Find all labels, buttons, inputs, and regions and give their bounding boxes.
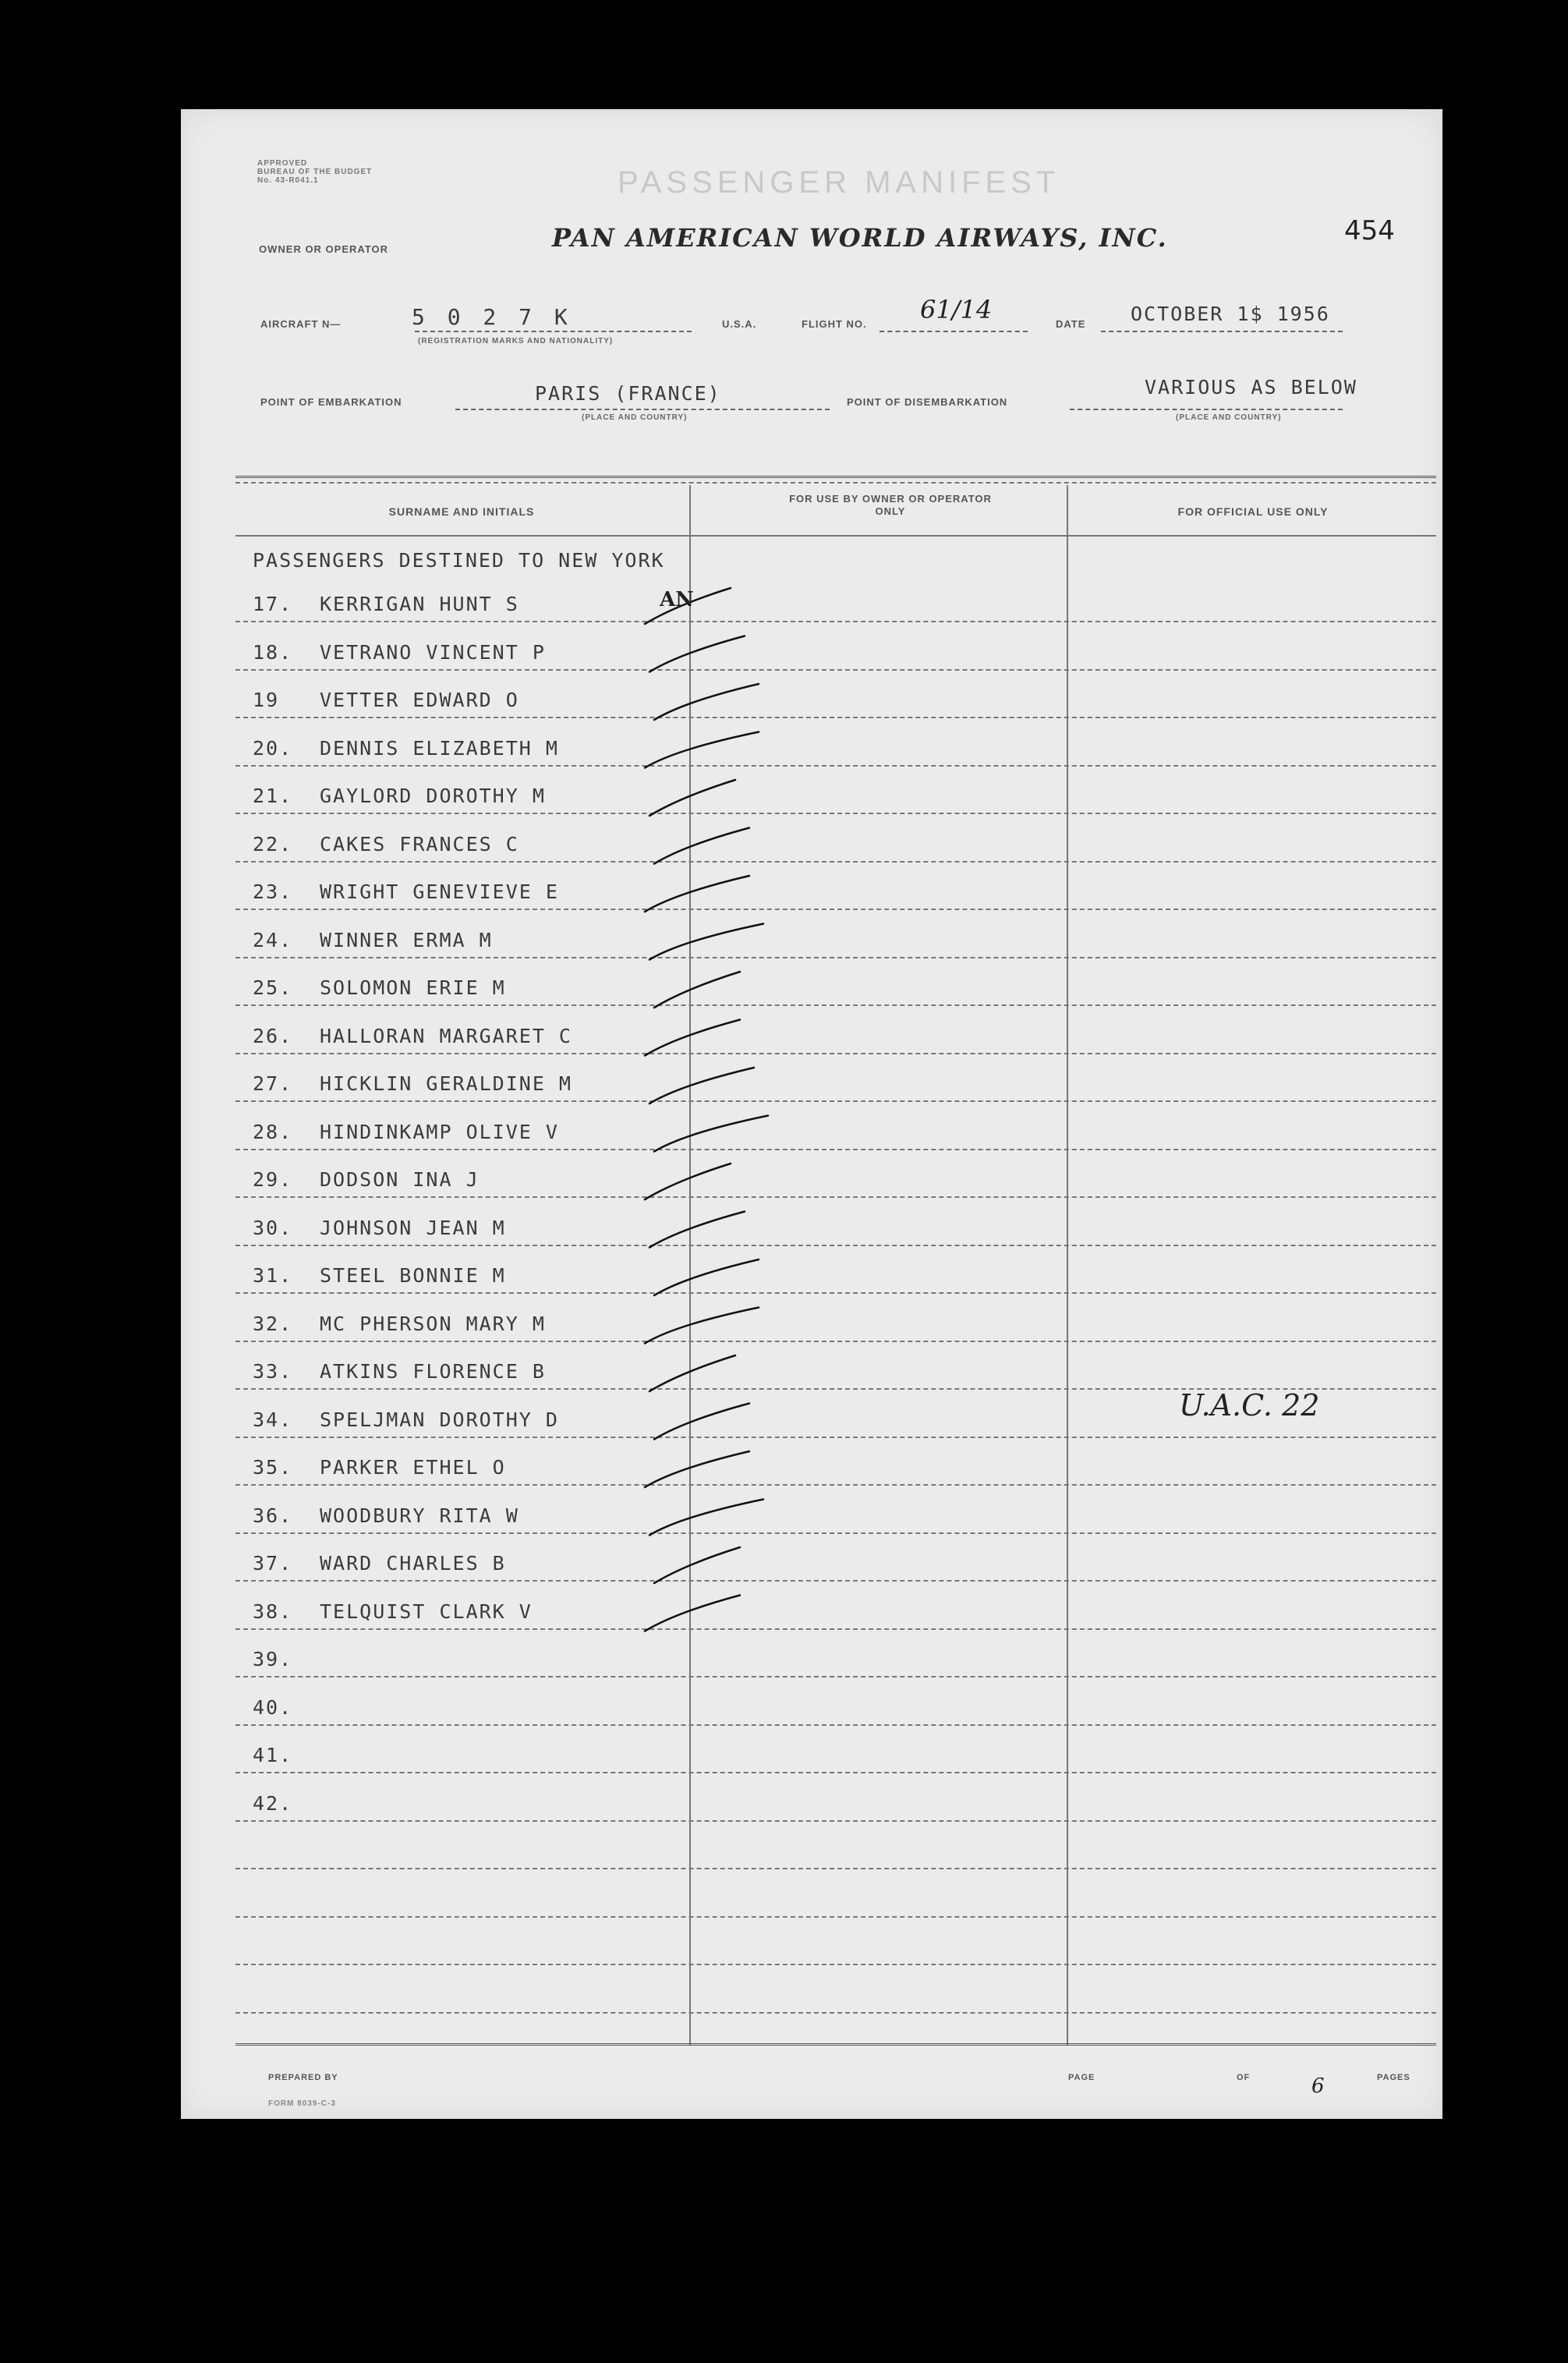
- passenger-number: 27.: [253, 1072, 293, 1095]
- embark-sub: (PLACE AND COUNTRY): [582, 413, 688, 422]
- footer-page-mark: 6: [1311, 2074, 1325, 2098]
- passenger-name: WINNER ERMA M: [320, 928, 493, 951]
- aircraft-sub: (REGISTRATION MARKS AND NATIONALITY): [418, 337, 614, 345]
- tick-mark: [645, 876, 749, 912]
- tick-mark: [654, 1116, 768, 1152]
- prepared-by: PREPARED BY: [268, 2073, 338, 2082]
- passenger-number: 33.: [253, 1360, 293, 1383]
- passenger-name: WOODBURY RITA W: [320, 1504, 519, 1527]
- passenger-number: 19: [253, 689, 280, 711]
- passenger-name: PARKER ETHEL O: [320, 1456, 506, 1479]
- passenger-number: 34.: [253, 1408, 293, 1431]
- tick-mark: [645, 1596, 740, 1631]
- passenger-name: DENNIS ELIZABETH M: [320, 736, 559, 760]
- passenger-number: 40.: [253, 1695, 293, 1719]
- embark-label: POINT OF EMBARKATION: [260, 396, 402, 408]
- passenger-number: 17.: [253, 593, 293, 615]
- tick-mark: [654, 1259, 759, 1295]
- of-label: OF: [1237, 2073, 1251, 2082]
- passenger-name: ATKINS FLORENCE B: [320, 1360, 546, 1383]
- passenger-number: 21.: [253, 785, 293, 807]
- passenger-number: 39.: [253, 1648, 293, 1670]
- usa-label: U.S.A.: [722, 318, 757, 330]
- passenger-name: HICKLIN GERALDINE M: [320, 1072, 572, 1095]
- passenger-name: CAKES FRANCES C: [320, 832, 519, 856]
- aircraft-label: AIRCRAFT N—: [260, 318, 342, 330]
- passenger-name: SPELJMAN DOROTHY D: [320, 1408, 559, 1431]
- passenger-number: 26.: [253, 1024, 293, 1047]
- passenger-number: 18.: [253, 640, 293, 664]
- passenger-name: WRIGHT GENEVIEVE E: [320, 880, 559, 903]
- passenger-name: MC PHERSON MARY M: [320, 1312, 546, 1335]
- date-label: DATE: [1056, 318, 1086, 330]
- passenger-name: JOHNSON JEAN M: [320, 1216, 506, 1239]
- tick-mark: [649, 1355, 735, 1391]
- date-value: OCTOBER 1$ 1956: [1131, 303, 1330, 325]
- passenger-name: STEEL BONNIE M: [320, 1264, 506, 1287]
- passenger-name: KERRIGAN HUNT S: [320, 593, 519, 615]
- column-header-surname: SURNAME AND INITIALS: [388, 505, 535, 518]
- passenger-name: SOLOMON ERIE M: [320, 976, 506, 999]
- owner-label: OWNER OR OPERATOR: [259, 243, 389, 255]
- embark-value: PARIS (FRANCE): [535, 382, 721, 405]
- form-code: FORM 8039-C-3: [268, 2099, 336, 2108]
- flight-label: FLIGHT NO.: [802, 318, 867, 330]
- tick-mark: [645, 1451, 749, 1487]
- disembark-label: POINT OF DISEMBARKATION: [847, 396, 1008, 408]
- passenger-name: HINDINKAMP OLIVE V: [320, 1120, 559, 1143]
- passenger-number: 20.: [253, 736, 293, 760]
- passenger-name: WARD CHARLES B: [320, 1552, 506, 1575]
- passenger-name: VETRANO VINCENT P: [320, 640, 546, 664]
- column-header-official: FOR OFFICIAL USE ONLY: [1177, 505, 1329, 518]
- passenger-name: TELQUIST CLARK V: [320, 1600, 533, 1623]
- approval-stamp: APPROVED BUREAU OF THE BUDGET No. 43-R041.1: [257, 159, 373, 185]
- tick-mark: [649, 636, 745, 672]
- passenger-name: VETTER EDWARD O: [320, 689, 519, 711]
- passenger-number: 23.: [253, 880, 293, 903]
- tick-mark: [645, 1308, 759, 1344]
- tick-mark: [654, 972, 740, 1008]
- tick-mark: [649, 1068, 754, 1104]
- passenger-number: 36.: [253, 1504, 293, 1527]
- section-heading: PASSENGERS DESTINED TO NEW YORK: [253, 549, 665, 572]
- disembark-value: VARIOUS AS BELOW: [1145, 376, 1357, 399]
- tick-mark: [654, 828, 749, 864]
- form-title: PASSENGER MANIFEST: [618, 165, 1060, 200]
- official-annotation: U.A.C. 22: [1179, 1388, 1320, 1422]
- passenger-name: DODSON INA J: [320, 1168, 480, 1191]
- tick-mark: [654, 684, 759, 720]
- passenger-number: 35.: [253, 1456, 293, 1479]
- tick-mark: [654, 1404, 749, 1440]
- column-header-owner: FOR USE BY OWNER OR OPERATOR ONLY: [789, 493, 992, 517]
- passenger-number: 31.: [253, 1264, 293, 1287]
- aircraft-value: 5 0 2 7 K: [412, 304, 572, 330]
- tick-mark: [654, 1547, 740, 1583]
- tick-mark: [645, 1164, 731, 1199]
- passenger-name: HALLORAN MARGARET C: [320, 1024, 572, 1047]
- passenger-number: 32.: [253, 1312, 293, 1335]
- passenger-name: GAYLORD DOROTHY M: [320, 785, 546, 807]
- pages-label: PAGES: [1377, 2073, 1410, 2082]
- passenger-number: 37.: [253, 1552, 293, 1575]
- tick-mark: [645, 732, 759, 768]
- page-number: 454: [1344, 215, 1395, 246]
- passenger-number: 29.: [253, 1168, 293, 1191]
- disembark-sub: (PLACE AND COUNTRY): [1176, 413, 1282, 422]
- table-bottom-rule: [235, 2043, 1436, 2046]
- tick-mark: [649, 924, 763, 960]
- tick-marks: [181, 109, 1442, 2119]
- tick-mark: [649, 780, 735, 816]
- tick-mark: [645, 1020, 740, 1056]
- owner-value: PAN AMERICAN WORLD AIRWAYS, INC.: [552, 223, 1168, 253]
- passenger-number: 22.: [253, 832, 293, 856]
- passenger-number: 24.: [253, 928, 293, 951]
- passenger-number: 41.: [253, 1744, 293, 1766]
- flight-value: 61/14: [920, 295, 993, 324]
- tick-mark: [649, 1500, 763, 1536]
- passenger-number: 38.: [253, 1600, 293, 1623]
- passenger-number: 30.: [253, 1216, 293, 1239]
- handwritten-insert: AN: [660, 588, 694, 611]
- manifest-page: [181, 109, 1442, 2119]
- tick-mark: [649, 1212, 745, 1248]
- passenger-number: 42.: [253, 1791, 293, 1815]
- passenger-number: 25.: [253, 976, 293, 999]
- passenger-number: 28.: [253, 1120, 293, 1143]
- page-label: PAGE: [1068, 2073, 1095, 2082]
